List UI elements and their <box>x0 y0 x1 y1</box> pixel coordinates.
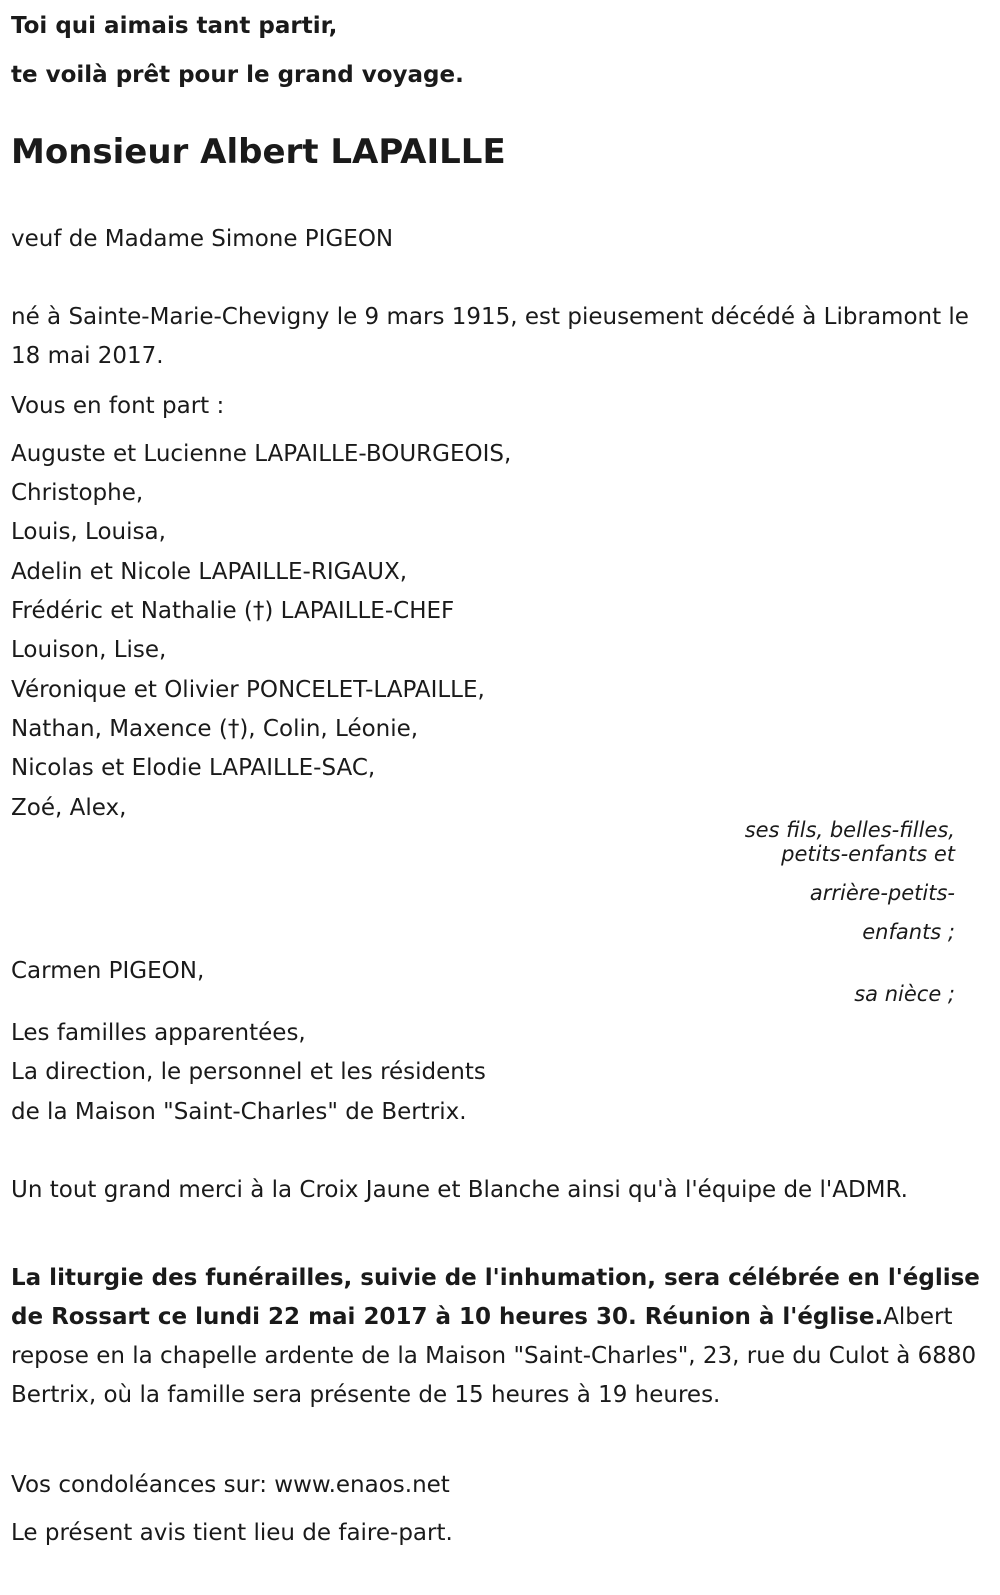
relation-children-line-2: petits-enfants et <box>781 842 955 866</box>
notice-line: Le présent avis tient lieu de faire-part. <box>11 1520 453 1546</box>
funeral-paragraph <box>11 1259 981 1415</box>
condolences-line: Vos condoléances sur: www.enaos.net <box>11 1472 450 1498</box>
relation-children-line-3: arrière-petits- <box>809 881 955 905</box>
others-line: Les familles apparentées, <box>11 1020 306 1046</box>
family-line: Louis, Louisa, <box>11 519 166 545</box>
family-line: Nicolas et Elodie LAPAILLE-SAC, <box>11 755 376 781</box>
thanks-paragraph: Un tout grand merci à la Croix Jaune et Blanche ainsi qu'à l'équipe de l'ADMR. <box>11 1177 908 1203</box>
family-line: Véronique et Olivier PONCELET-LAPAILLE, <box>11 677 485 703</box>
family-line: Zoé, Alex, <box>11 795 127 821</box>
announce-line: Vous en font part : <box>11 393 225 419</box>
niece-name: Carmen PIGEON, <box>11 958 205 984</box>
niece-relation: sa nièce ; <box>854 982 955 1006</box>
family-line: Christophe, <box>11 480 144 506</box>
deceased-name: Monsieur Albert LAPAILLE <box>11 132 506 172</box>
epitaph-line-1: Toi qui aimais tant partir, <box>11 13 338 39</box>
others-line: de la Maison "Saint-Charles" de Bertrix. <box>11 1099 467 1125</box>
family-line: Auguste et Lucienne LAPAILLE-BOURGEOIS, <box>11 441 512 467</box>
relation-children-line-4: enfants ; <box>862 920 955 944</box>
funeral-rest: Albert repose en la chapelle ardente de la Maison "Saint-Charles", 23, rue du Culot à 6880 Bertrix, où la famille sera présente de 15 heures à 19 heures. <box>11 1304 977 1408</box>
family-line: Nathan, Maxence (†), Colin, Léonie, <box>11 716 419 742</box>
family-line: Adelin et Nicole LAPAILLE-RIGAUX, <box>11 559 408 585</box>
family-line: Louison, Lise, <box>11 637 167 663</box>
family-line: Frédéric et Nathalie (†) LAPAILLE-CHEF <box>11 598 455 624</box>
birth-death-paragraph: né à Sainte-Marie-Chevigny le 9 mars 1915, est pieusement décédé à Libramont le 18 mai 2017. <box>11 304 969 369</box>
spouse-line: veuf de Madame Simone PIGEON <box>11 226 394 252</box>
relation-children-line-1: ses fils, belles-filles, <box>744 818 955 842</box>
others-line: La direction, le personnel et les résidents <box>11 1059 486 1085</box>
funeral-details: La liturgie des funérailles, suivie de l'inhumation, sera célébrée en l'église de Rossart ce lundi 22 mai 2017 à 10 heures 30. Réunion à l'église. <box>11 1265 980 1330</box>
epitaph-line-2: te voilà prêt pour le grand voyage. <box>11 62 464 88</box>
